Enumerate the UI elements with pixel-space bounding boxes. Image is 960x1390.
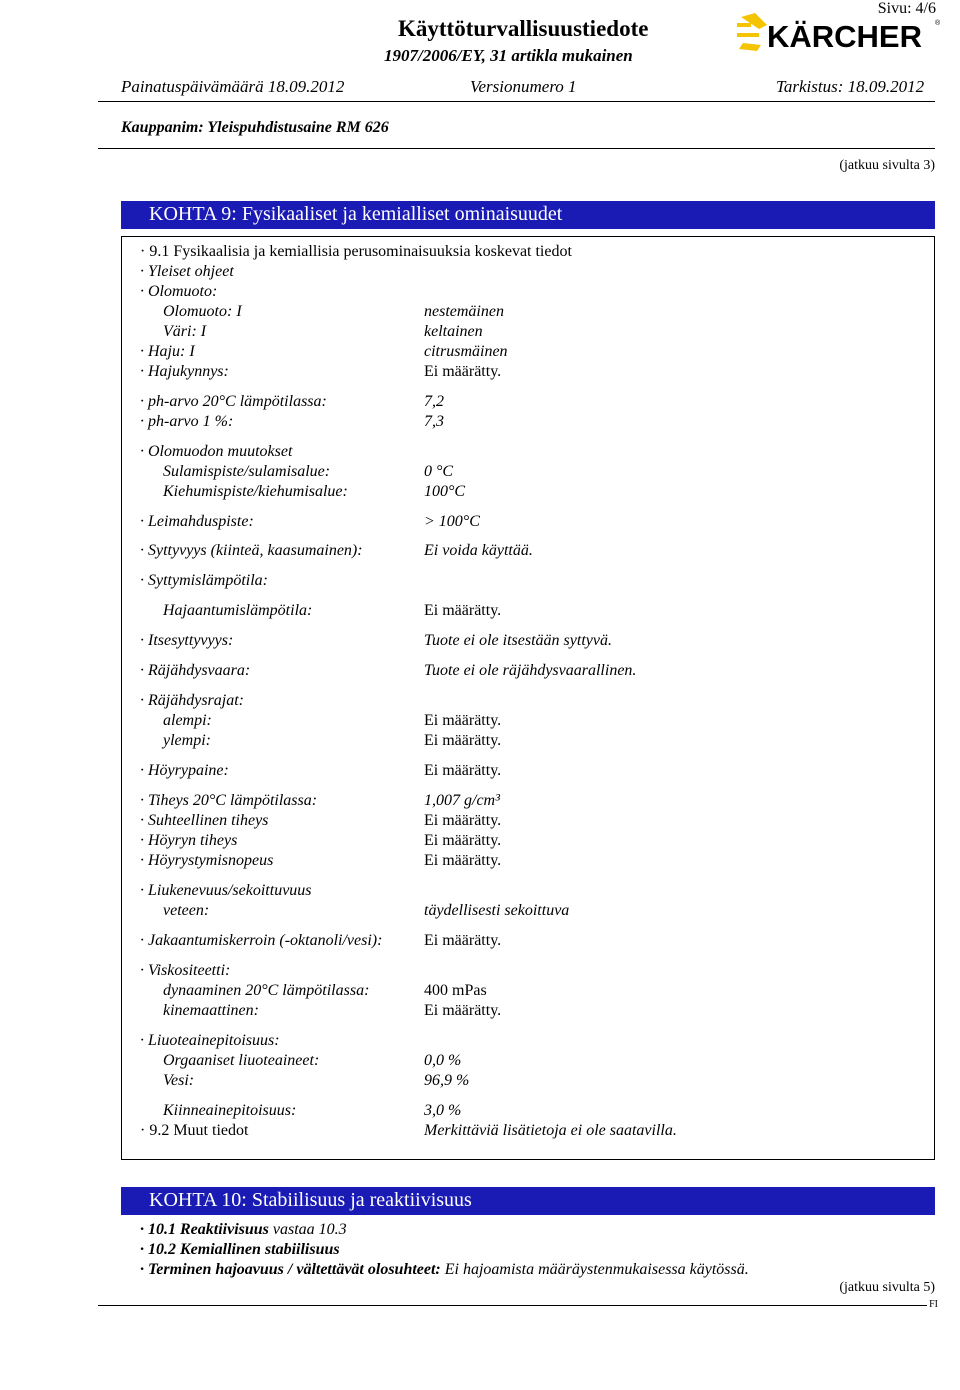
- property-value: 0 °C: [424, 463, 454, 480]
- property-row: [163, 323, 206, 341]
- property-row: [140, 832, 237, 850]
- property-label: · Itsesyttyvyys:: [140, 632, 234, 649]
- property-label: kinemaattinen:: [163, 1002, 259, 1019]
- property-label: · Leimahduspiste:: [140, 513, 254, 530]
- svg-text:®: ®: [935, 20, 941, 27]
- property-row: [140, 243, 572, 261]
- document-subtitle: 1907/2006/EY, 31 artikla mukainen: [384, 46, 633, 65]
- property-value: Ei määrätty.: [424, 812, 502, 829]
- property-row: [163, 1052, 319, 1070]
- section-10-heading: [121, 1187, 935, 1215]
- property-row: [163, 902, 209, 920]
- property-label: Hajaantumislämpötila:: [163, 602, 313, 619]
- property-label: · Hajukynnys:: [140, 363, 229, 380]
- property-label: Kiinneainepitoisuus:: [163, 1102, 297, 1119]
- property-row: [140, 962, 230, 980]
- reactivity-value: vastaa 10.3: [272, 1221, 347, 1238]
- property-value: 400 mPas: [424, 982, 487, 999]
- property-value: keltainen: [424, 323, 483, 340]
- property-label: Kiehumispiste/kiehumisalue:: [163, 483, 348, 500]
- product-name: Kauppanim: Yleispuhdistusaine RM 626: [121, 119, 389, 136]
- section-10-title: KOHTA 10: Stabiilisuus ja reaktiivisuus: [149, 1189, 472, 1211]
- property-label: ylempi:: [163, 732, 211, 749]
- property-label: · Jakaantumiskerroin (-oktanoli/vesi):: [140, 932, 383, 949]
- property-label: · Viskositeetti:: [140, 962, 231, 979]
- property-row: [140, 393, 327, 411]
- property-row: [140, 932, 382, 950]
- property-row: [140, 542, 363, 560]
- header-divider: [98, 101, 935, 102]
- property-row: [140, 572, 268, 590]
- reactivity-row: [140, 1221, 347, 1239]
- property-label: · Höyrystymisnopeus: [140, 852, 274, 869]
- version-number: Versionumero 1: [470, 77, 577, 96]
- property-label: · ph-arvo 1 %:: [140, 413, 234, 430]
- property-value: täydellisesti sekoittuva: [424, 902, 570, 919]
- property-row: [163, 1002, 259, 1020]
- property-label: · Yleiset ohjeet: [140, 263, 234, 280]
- property-label: · Syttymislämpötila:: [140, 572, 268, 589]
- property-label: Vesi:: [163, 1072, 195, 1089]
- property-value: Tuote ei ole räjähdysvaarallinen.: [424, 662, 637, 679]
- property-row: [140, 852, 273, 870]
- property-value: Ei määrätty.: [424, 1002, 502, 1019]
- property-label: · Liuoteainepitoisuus:: [140, 1032, 280, 1049]
- property-value: Ei määrätty.: [424, 363, 502, 380]
- property-label: · 9.1 Fysikaalisia ja kemiallisia perusominaisuuksia koskevat tiedot: [140, 243, 572, 260]
- svg-text:KÄRCHER: KÄRCHER: [767, 19, 922, 54]
- property-label: Sulamispiste/sulamisalue:: [163, 463, 331, 480]
- property-label: Väri: I: [163, 323, 207, 340]
- property-label: · Räjähdysrajat:: [140, 692, 244, 709]
- property-value: 7,2: [424, 393, 444, 410]
- property-value: Merkittäviä lisätietoja ei ole saatavilla.: [424, 1122, 677, 1139]
- property-value: Ei voida käyttää.: [424, 542, 533, 559]
- reactivity-label: · 10.1 Reaktiivisuus: [140, 1221, 269, 1238]
- property-row: [163, 602, 312, 620]
- property-value: 7,3: [424, 413, 444, 430]
- print-date: Painatuspäivämäärä 18.09.2012: [121, 77, 345, 96]
- property-row: [140, 1032, 280, 1050]
- property-label: veteen:: [163, 902, 210, 919]
- property-value: 100°C: [424, 483, 466, 500]
- property-label: · Haju: I: [140, 343, 195, 360]
- section-9-title: KOHTA 9: Fysikaaliset ja kemialliset ominaisuudet: [149, 203, 563, 225]
- property-row: [163, 1072, 194, 1090]
- property-value: Ei määrätty.: [424, 602, 502, 619]
- property-row: [140, 343, 195, 361]
- continued-from: (jatkuu sivulta 3): [839, 158, 935, 173]
- property-row: [140, 792, 317, 810]
- property-row: [140, 692, 244, 710]
- footer-divider: [98, 1305, 935, 1306]
- property-label: · Syttyvyys (kiinteä, kaasumainen):: [140, 542, 363, 559]
- karcher-logo: [737, 11, 947, 57]
- property-label: · Höyryn tiheys: [140, 832, 238, 849]
- property-row: [163, 712, 212, 730]
- property-value: Ei määrätty.: [424, 762, 502, 779]
- property-row: [163, 303, 242, 321]
- property-label: · Olomuoto:: [140, 283, 218, 300]
- product-divider: [98, 148, 935, 149]
- property-value: Tuote ei ole itsestään syttyvä.: [424, 632, 612, 649]
- property-value: Ei määrätty.: [424, 852, 502, 869]
- property-row: [140, 363, 229, 381]
- property-value: Ei määrätty.: [424, 712, 502, 729]
- property-row: [163, 463, 330, 481]
- property-label: dynaaminen 20°C lämpötilassa:: [163, 982, 370, 999]
- property-label: Olomuoto: I: [163, 303, 242, 320]
- decomposition-label: · Terminen hajoavuus / vältettävät olosuhteet:: [140, 1261, 441, 1278]
- section-9-left-border: [121, 236, 122, 1160]
- property-label: · ph-arvo 20°C lämpötilassa:: [140, 393, 327, 410]
- property-label: · Höyrypaine:: [140, 762, 229, 779]
- property-row: [163, 1102, 296, 1120]
- property-row: [163, 732, 211, 750]
- property-value: Ei määrätty.: [424, 832, 502, 849]
- property-label: Orgaaniset liuoteaineet:: [163, 1052, 320, 1069]
- property-row: [140, 283, 217, 301]
- property-row: [140, 662, 250, 680]
- property-label: · Liukenevuus/sekoittuvuus: [140, 882, 312, 899]
- property-label: · Olomuodon muutokset: [140, 443, 293, 460]
- property-label: alempi:: [163, 712, 212, 729]
- property-value: 96,9 %: [424, 1072, 470, 1089]
- property-row: [140, 812, 268, 830]
- property-row: [163, 982, 369, 1000]
- section-9-top-border: [121, 236, 935, 237]
- continued-to: (jatkuu sivulta 5): [839, 1280, 935, 1295]
- document-title: Käyttöturvallisuustiedote: [398, 16, 649, 41]
- property-row: [140, 513, 254, 531]
- language-code: FI: [929, 1299, 938, 1310]
- property-value: 0,0 %: [424, 1052, 462, 1069]
- property-label: · Tiheys 20°C lämpötilassa:: [140, 792, 318, 809]
- property-value: citrusmäinen: [424, 343, 508, 360]
- property-row: [140, 882, 312, 900]
- property-label: · Räjähdysvaara:: [140, 662, 251, 679]
- property-row: [140, 762, 229, 780]
- stability-row: · 10.2 Kemiallinen stabiilisuus: [140, 1241, 340, 1258]
- section-9-heading: [121, 201, 935, 229]
- property-row: [140, 263, 234, 281]
- page-number: Sivu: 4/6: [877, 0, 936, 17]
- property-value: Ei määrätty.: [424, 932, 502, 949]
- property-value: > 100°C: [424, 513, 480, 530]
- property-row: [140, 413, 233, 431]
- property-label: · Suhteellinen tiheys: [140, 812, 269, 829]
- property-value: 1,007 g/cm³: [424, 792, 500, 809]
- property-row: [140, 1122, 248, 1140]
- revision-date: Tarkistus: 18.09.2012: [776, 77, 925, 96]
- property-row: [163, 483, 348, 501]
- property-row: [140, 632, 233, 650]
- property-value: Ei määrätty.: [424, 732, 502, 749]
- property-label: · 9.2 Muut tiedot: [140, 1122, 249, 1139]
- decomposition-row: [140, 1261, 749, 1279]
- decomposition-value: Ei hajoamista määräystenmukaisessa käytössä.: [444, 1261, 749, 1278]
- section-9-right-border: [934, 236, 935, 1160]
- section-9-bottom-border: [121, 1159, 935, 1160]
- property-value: 3,0 %: [424, 1102, 462, 1119]
- property-row: [140, 443, 292, 461]
- property-value: nestemäinen: [424, 303, 504, 320]
